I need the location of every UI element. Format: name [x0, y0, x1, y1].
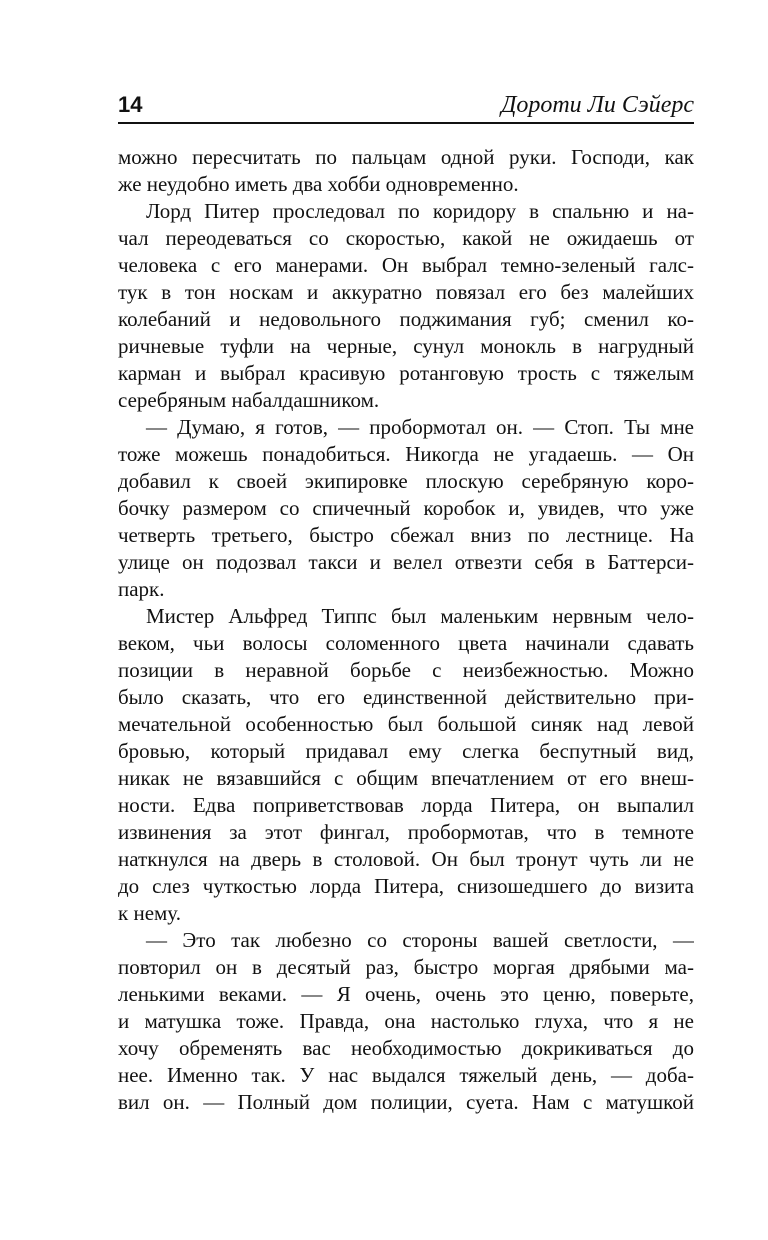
text-line: чал переодеваться со скоростью, какой не ожидаешь от: [118, 226, 694, 250]
text-line: наткнулся на дверь в столовой. Он был тронут чуть ли не: [118, 847, 694, 871]
text-line: же неудобно иметь два хобби одновременно.: [118, 172, 519, 196]
body-text: [118, 144, 694, 1116]
text-line: — Это так любезно со стороны вашей светлости, —: [146, 928, 694, 952]
text-line: Мистер Альфред Типпс был маленьким нервным чело-: [146, 604, 694, 628]
text-line: к нему.: [118, 901, 181, 925]
text-line: бочку размером со спичечный коробок и, увидев, что уже: [118, 496, 694, 520]
text-line: парк.: [118, 577, 165, 601]
text-line: человека с его манерами. Он выбрал темно-зеленый галс-: [118, 253, 694, 277]
running-head: [118, 92, 694, 124]
text-line: вил он. — Полный дом полиции, суета. Нам с матушкой: [118, 1090, 694, 1114]
text-line: четверть третьего, быстро сбежал вниз по лестнице. На: [118, 523, 694, 547]
text-line: колебаний и недовольного поджимания губ; сменил ко-: [118, 307, 694, 331]
text-line: тоже можешь понадобиться. Никогда не угадаешь. — Он: [118, 442, 694, 466]
text-line: — Думаю, я готов, — пробормотал он. — Стоп. Ты мне: [146, 415, 694, 439]
text-line: ности. Едва поприветствовав лорда Питера, он выпалил: [118, 793, 694, 817]
text-line: Лорд Питер проследовал по коридору в спальню и на-: [146, 199, 694, 223]
text-line: мечательной особенностью был большой синяк над левой: [118, 712, 694, 736]
text-line: хочу обременять вас необходимостью докрикиваться до: [118, 1036, 694, 1060]
text-line: бровью, который придавал ему слегка беспутный вид,: [118, 739, 694, 763]
page-number: 14: [118, 92, 143, 117]
text-line: веком, чьи волосы соломенного цвета начинали сдавать: [118, 631, 694, 655]
text-line: тук в тон носкам и аккуратно повязал его без малейших: [118, 280, 694, 304]
text-line: до слез чуткостью лорда Питера, снизошедшего до визита: [118, 874, 694, 898]
text-line: позиции в неравной борьбе с неизбежностью. Можно: [118, 658, 694, 682]
text-line: карман и выбрал красивую ротанговую трость с тяжелым: [118, 361, 694, 385]
text-line: можно пересчитать по пальцам одной руки. Господи, как: [118, 145, 694, 169]
text-line: добавил к своей экипировке плоскую серебряную коро-: [118, 469, 694, 493]
text-line: серебряным набалдашником.: [118, 388, 380, 412]
author-name: Дороти Ли Сэйерс: [501, 92, 694, 118]
text-line: улице он подозвал такси и велел отвезти себя в Баттерси-: [118, 550, 694, 574]
text-line: извинения за этот фингал, пробормотав, что в темноте: [118, 820, 694, 844]
text-line: нее. Именно так. У нас выдался тяжелый день, — доба-: [118, 1063, 694, 1087]
text-line: ленькими веками. — Я очень, очень это ценю, поверьте,: [118, 982, 694, 1006]
text-line: никак не вязавшийся с общим впечатлением от его внеш-: [118, 766, 694, 790]
text-line: повторил он в десятый раз, быстро моргая дрябыми ма-: [118, 955, 694, 979]
text-line: и матушка тоже. Правда, она настолько глуха, что я не: [118, 1009, 694, 1033]
text-line: ричневые туфли на черные, сунул монокль в нагрудный: [118, 334, 694, 358]
text-line: было сказать, что его единственной действительно при-: [118, 685, 694, 709]
